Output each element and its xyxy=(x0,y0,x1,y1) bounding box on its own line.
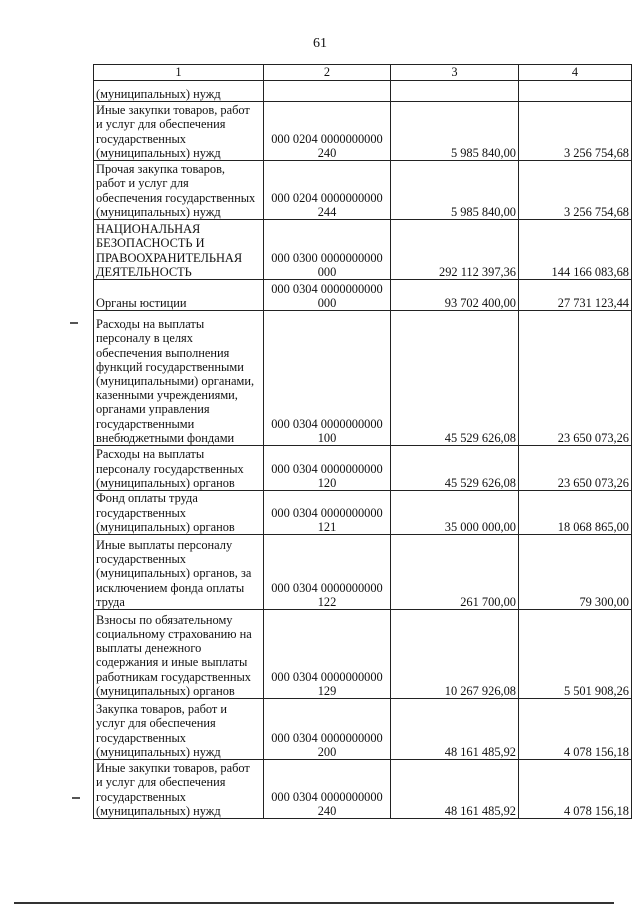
row-value-4: 27 731 123,44 xyxy=(519,280,632,311)
margin-mark xyxy=(70,322,78,324)
row-value-3: 48 161 485,92 xyxy=(391,699,519,760)
row-name: НАЦИОНАЛЬНАЯ БЕЗОПАСНОСТЬ И ПРАВООХРАНИТЕЛЬНАЯ ДЕЯТЕЛЬНОСТЬ xyxy=(94,220,264,280)
row-code: 000 0304 0000000000 120 xyxy=(264,446,391,491)
row-name: Расходы на выплаты персоналу в целях обеспечения выполнения функций государственными (муниципальными) органами, казенными учреждениями, органами управления государственными внебюджетными фондами xyxy=(94,311,264,446)
row-code: 000 0304 0000000000 121 xyxy=(264,491,391,535)
table-row xyxy=(94,699,632,760)
row-value-3: 45 529 626,08 xyxy=(391,311,519,446)
row-value-4: 144 166 083,68 xyxy=(519,220,632,280)
row-value-4: 23 650 073,26 xyxy=(519,311,632,446)
row-code: 000 0204 0000000000 244 xyxy=(264,161,391,220)
table-row xyxy=(94,535,632,610)
page-bottom-rule xyxy=(14,902,614,904)
column-header: 4 xyxy=(519,65,632,81)
table-row xyxy=(94,220,632,280)
row-name: (муниципальных) нужд xyxy=(94,81,264,102)
table-row xyxy=(94,446,632,491)
table-row xyxy=(94,760,632,819)
table-row xyxy=(94,280,632,311)
row-value-4: 3 256 754,68 xyxy=(519,161,632,220)
row-value-4: 3 256 754,68 xyxy=(519,102,632,161)
budget-table xyxy=(93,64,632,819)
row-value-4: 18 068 865,00 xyxy=(519,491,632,535)
row-code: 000 0304 0000000000 129 xyxy=(264,610,391,699)
row-code: 000 0304 0000000000 200 xyxy=(264,699,391,760)
row-value-4: 23 650 073,26 xyxy=(519,446,632,491)
row-value-3: 10 267 926,08 xyxy=(391,610,519,699)
row-name: Иные закупки товаров, работ и услуг для обеспечения государственных (муниципальных) нужд xyxy=(94,760,264,819)
table-header-row xyxy=(94,65,632,81)
margin-mark xyxy=(72,797,80,799)
row-name: Взносы по обязательному социальному страхованию на выплаты денежного содержания и иные выплаты работникам государственных (муниципальных) органов xyxy=(94,610,264,699)
column-header: 1 xyxy=(94,65,264,81)
row-value-3 xyxy=(391,81,519,102)
page-number: 61 xyxy=(313,36,327,51)
table-row xyxy=(94,491,632,535)
row-value-3: 48 161 485,92 xyxy=(391,760,519,819)
row-value-4: 79 300,00 xyxy=(519,535,632,610)
row-code: 000 0304 0000000000 240 xyxy=(264,760,391,819)
column-header: 3 xyxy=(391,65,519,81)
table-row xyxy=(94,610,632,699)
row-value-3: 292 112 397,36 xyxy=(391,220,519,280)
column-header: 2 xyxy=(264,65,391,81)
row-code: 000 0304 0000000000 122 xyxy=(264,535,391,610)
row-name: Иные закупки товаров, работ и услуг для обеспечения государственных (муниципальных) нужд xyxy=(94,102,264,161)
row-value-3: 261 700,00 xyxy=(391,535,519,610)
table-row xyxy=(94,311,632,446)
row-name: Прочая закупка товаров, работ и услуг для обеспечения государственных (муниципальных) нужд xyxy=(94,161,264,220)
row-code: 000 0304 0000000000 100 xyxy=(264,311,391,446)
row-value-4: 5 501 908,26 xyxy=(519,610,632,699)
row-name: Расходы на выплаты персоналу государственных (муниципальных) органов xyxy=(94,446,264,491)
table-row xyxy=(94,102,632,161)
row-name: Органы юстиции xyxy=(94,280,264,311)
row-name: Фонд оплаты труда государственных (муниципальных) органов xyxy=(94,491,264,535)
table-row xyxy=(94,161,632,220)
row-code xyxy=(264,81,391,102)
row-value-4: 4 078 156,18 xyxy=(519,760,632,819)
row-value-3: 45 529 626,08 xyxy=(391,446,519,491)
table-row xyxy=(94,81,632,102)
row-value-4: 4 078 156,18 xyxy=(519,699,632,760)
row-value-3: 35 000 000,00 xyxy=(391,491,519,535)
row-code: 000 0300 0000000000 000 xyxy=(264,220,391,280)
row-value-3: 93 702 400,00 xyxy=(391,280,519,311)
row-code: 000 0304 0000000000 000 xyxy=(264,280,391,311)
row-code: 000 0204 0000000000 240 xyxy=(264,102,391,161)
row-value-3: 5 985 840,00 xyxy=(391,161,519,220)
row-name: Закупка товаров, работ и услуг для обеспечения государственных (муниципальных) нужд xyxy=(94,699,264,760)
row-value-3: 5 985 840,00 xyxy=(391,102,519,161)
row-name: Иные выплаты персоналу государственных (муниципальных) органов, за исключением фонда оплаты труда xyxy=(94,535,264,610)
row-value-4 xyxy=(519,81,632,102)
